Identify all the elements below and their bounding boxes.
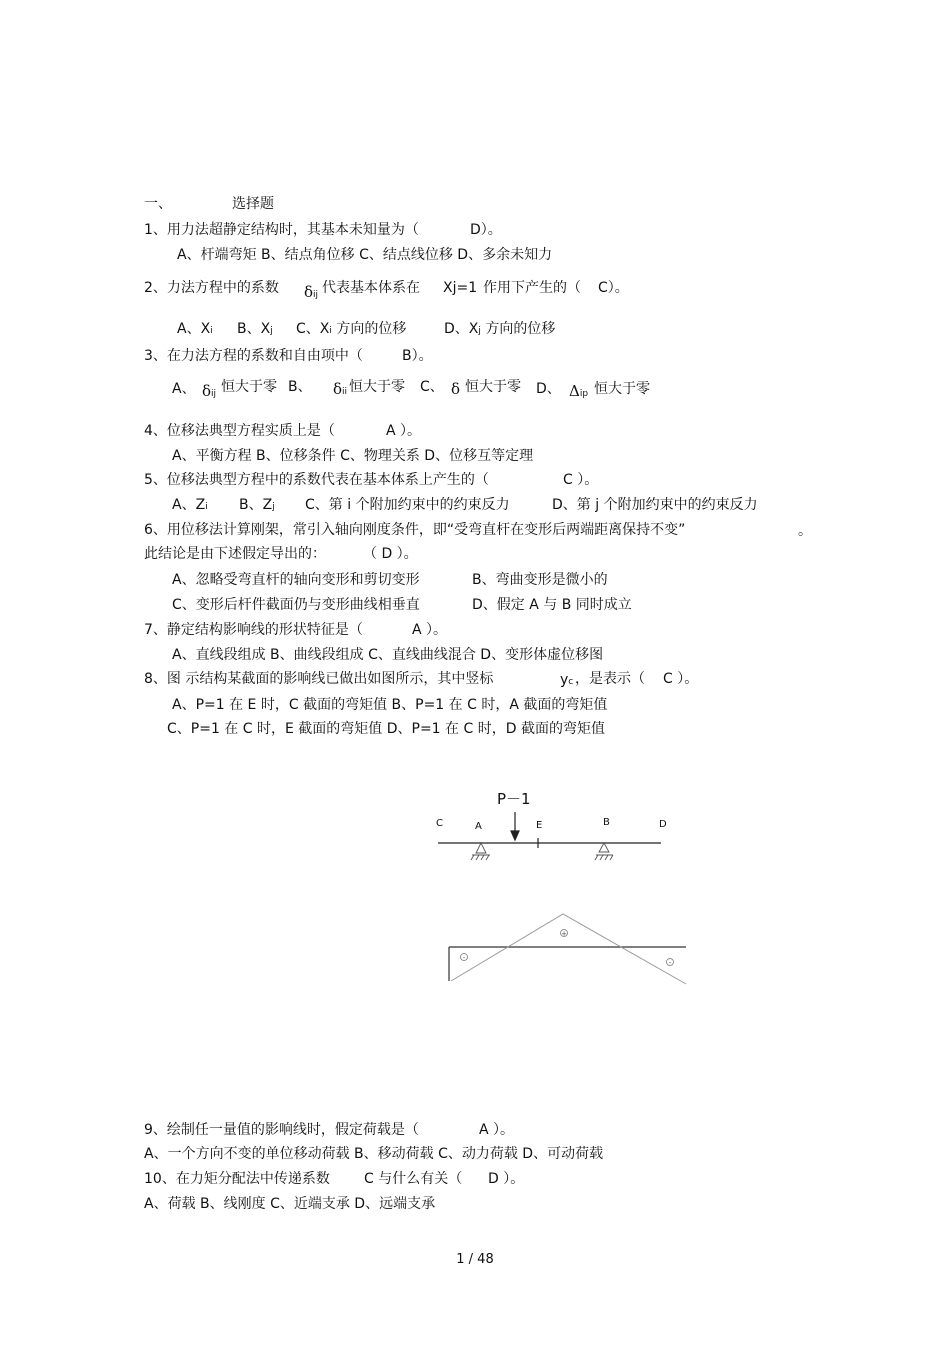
q8-answer: C ）。 [663,671,699,687]
q7-options: A、直线段组成 B、曲线段组成 C、直线曲线混合 D、变形体虚位移图 [172,647,604,663]
influence-line [451,914,686,984]
q4-options: A、平衡方程 B、位移条件 C、物理关系 D、位移互等定理 [172,448,534,464]
q10-stem: 10、在力矩分配法中传递系数 [144,1171,330,1187]
point-label-c: C [436,818,443,829]
q2-stem-d: 作用下产生的（ [483,280,581,296]
q3-option-d-symbol: Δip [569,382,589,400]
negative-sign-right: - [668,959,672,967]
q8-options-line-2: C、P=1 在 C 时，E 截面的弯矩值 D、P=1 在 C 时，D 截面的弯矩值 [167,721,605,737]
load-arrow [511,812,519,840]
positive-sign: + [561,930,567,938]
page-number: 1 / 48 [456,1252,494,1267]
q5-stem: 5、位移法典型方程中的系数代表在基本体系上产生的（ [144,472,489,488]
q10-stem-mid: C 与什么有关（ [364,1171,463,1187]
q6-answer: （ D ）。 [363,546,418,562]
q8-stem: 8、图 示结构某截面的影响线已做出如图所示，其中竖标 [144,671,494,687]
point-label-e: E [536,820,543,831]
q2-answer: C）。 [598,280,629,296]
q3-option-c-label: C、 [420,379,444,395]
q5-option-c: C、第 i 个附加约束中的约束反力 [305,497,510,513]
q2-option-d: D、Xj 方向的位移 [444,321,556,337]
q10-answer: D ）。 [488,1171,525,1187]
q3-option-c-text: 恒大于零 [465,379,521,395]
q9-options: A、一个方向不变的单位移动荷载 B、移动荷载 C、动力荷载 D、可动荷载 [144,1146,604,1162]
q5-answer: C ）。 [563,472,599,488]
q6-option-c: C、变形后杆件截面仍与变形曲线相垂直 [172,597,420,613]
q1-answer: D）。 [470,222,502,238]
q7-answer: A ）。 [412,622,448,638]
q3-option-d-text: 恒大于零 [594,381,650,397]
q4-answer: A ）。 [386,423,422,439]
q5-option-a: A、Zi [172,497,208,513]
q10-options: A、荷载 B、线刚度 C、近端支承 D、远端支承 [144,1196,436,1212]
point-label-d: D [659,819,667,830]
q9-answer: A ）。 [479,1122,515,1138]
q6-stem-2: 此结论是由下述假定导出的： [144,546,326,562]
q3-option-a-symbol: δij [202,382,217,400]
q2-option-a: A、Xi [177,321,213,337]
section-title: 选择题 [232,196,274,212]
point-label-b: B [603,817,610,828]
q4-stem: 4、位移法典型方程实质上是（ [144,423,335,439]
q3-option-c-symbol: δ [451,380,461,398]
negative-sign-left: - [462,954,466,962]
q5-option-b: B、Zj [239,497,275,513]
q8-stem-2: ，是表示（ [575,671,645,687]
q3-answer: B）。 [402,348,433,364]
q3-option-a-label: A、 [172,381,196,397]
q2-option-b: B、Xj [237,321,273,337]
q2-option-c: C、Xi 方向的位移 [296,321,407,337]
support-b-icon [595,843,613,860]
section-number: 一、 [144,196,172,212]
q6-option-d: D、假定 A 与 B 同时成立 [472,597,632,613]
support-a-icon [471,843,490,860]
q1-stem: 1、用力法超静定结构时，其基本未知量为（ [144,222,419,238]
q6-option-b: B、弯曲变形是微小的 [472,572,608,588]
q3-stem: 3、在力法方程的系数和自由项中（ [144,348,363,364]
q3-option-a-text: 恒大于零 [221,379,277,395]
point-label-a: A [475,821,482,832]
q2-stem-c: Xj=1 [443,280,478,296]
q8-options-line-1: A、P=1 在 E 时，C 截面的弯矩值 B、P=1 在 C 时，A 截面的弯矩值 [172,697,608,713]
q2-stem-a: 2、力法方程中的系数 [144,280,279,296]
q7-stem: 7、静定结构影响线的形状特征是（ [144,622,363,638]
q6-option-a: A、忽略受弯直杆的轴向变形和剪切变形 [172,572,420,588]
q5-option-d: D、第 j 个附加约束中的约束反力 [552,497,758,513]
q6-stem: 6、用位移法计算刚架，常引入轴向刚度条件，即“受弯直杆在变形后两端距离保持不变” [144,522,686,538]
q1-options: A、杆端弯矩 B、结点角位移 C、结点线位移 D、多余未知力 [177,247,553,263]
q3-option-b-label: B、 [288,379,312,395]
q3-option-d-label: D、 [536,381,561,397]
q8-ordinate-symbol: yc [560,672,574,688]
q9-stem: 9、绘制任一量值的影响线时，假定荷载是（ [144,1122,419,1138]
load-label: P－1 [497,790,531,808]
q2-stem-b: 代表基本体系在 [322,280,420,296]
beam [438,838,661,848]
influence-line-diagram [449,914,686,984]
q6-stem-end: 。 [798,523,812,539]
q2-delta-symbol: δij [304,283,319,301]
q3-option-b-text: 恒大于零 [349,379,405,395]
q3-option-b-symbol: δii [333,380,348,398]
